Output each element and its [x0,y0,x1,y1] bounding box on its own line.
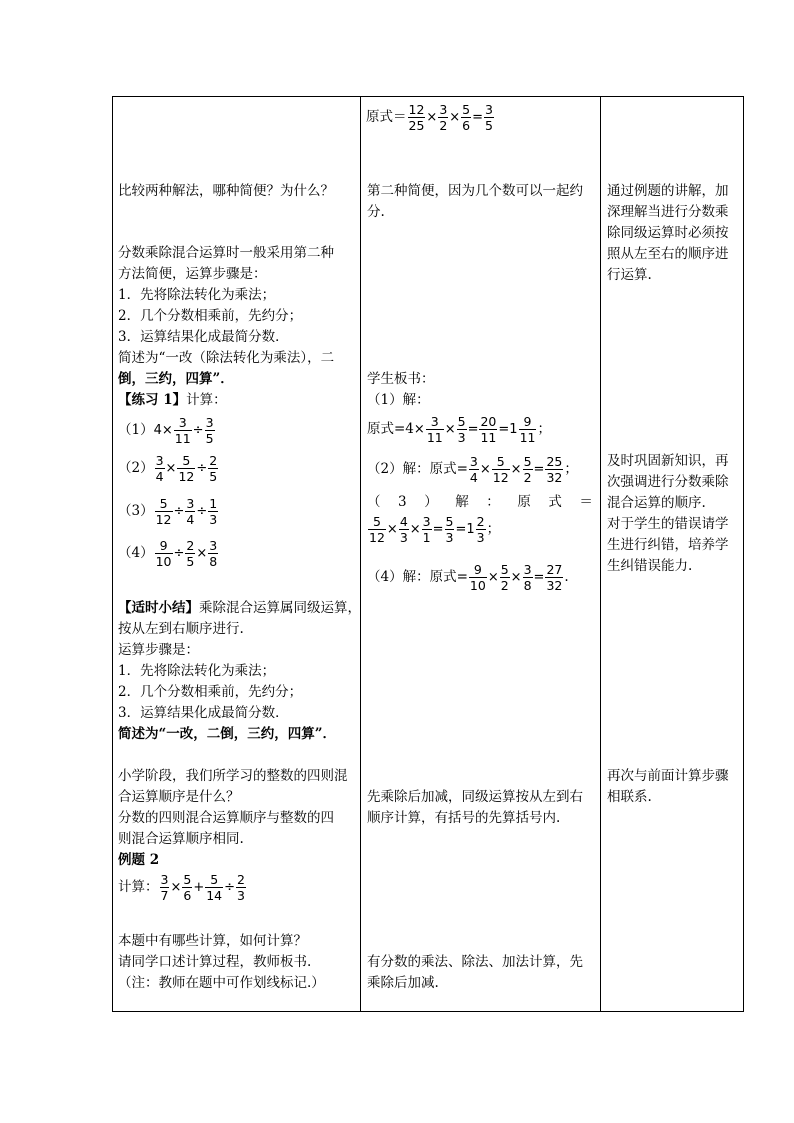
fraction [185,538,195,569]
step-3: 3．运算结果化成最简分数． [118,329,289,345]
recap-summary: 简述为“一改，二倒，三约，四算”． [118,726,337,742]
compare-question: 比较两种解法，哪种简便？为什么？ [118,183,334,199]
order-question-line2: 合运算顺序是什么？ [118,789,240,805]
denominator: 5 [209,469,218,484]
fraction [160,872,170,903]
example-question-line2: 请同学口述计算过程，教师板书. [118,954,312,970]
intent-2-line3: 混合运算的顺序. [607,495,706,511]
numerator: 3 [209,538,218,553]
numerator: 3 [160,872,169,887]
summary-line2: 倒，三约，四算”． [118,371,234,387]
fraction [182,872,192,903]
fraction [461,102,471,133]
denominator: 5 [485,118,493,133]
practice-2 [118,453,219,484]
recap-line2: 按从左到右顺序进行. [118,621,244,637]
math-operator: × [510,570,522,585]
numerator: 3 [422,514,431,529]
denominator: 25 [408,118,425,133]
math-operator: 1 [509,422,518,437]
order-answer-line1: 分数的四则混合运算顺序与整数的四 [118,810,334,826]
math-operator: × [196,546,208,561]
fraction [476,514,486,545]
practice-suffix: 计算： [186,392,227,408]
denominator: 3 [399,530,408,545]
solution-1-label: （1）解： [367,392,430,408]
solution-2: （2）解：原式= $\frac{3}{4}$ × $\frac{5}{12}$ × $\frac{5}{2}$ = $\frac{25}{32}$ ； [367,454,578,485]
recap-step-1: 1．先将除法转化为乘法； [118,663,276,679]
denominator: 2 [523,470,532,485]
numerator: 9 [469,562,487,578]
denominator: 11 [426,430,443,445]
numerator: 5 [183,872,192,887]
solution-3: $\frac{5}{12}$ × $\frac{4}{3}$ × $\frac{3}{1}$ = $\frac{5}{3}$ =1 $\frac{2}{3}$ ； [369,514,501,545]
math-operator: = [533,462,545,477]
practice-heading [118,390,227,410]
intent-1-line2: 深理解当进行分数乘 [607,204,729,220]
denominator: 3 [209,512,218,527]
numerator: 3 [174,415,192,431]
numerator: 5 [155,496,173,512]
order-rule-line2: 顺序计算，有括号的先算括号内. [367,810,561,826]
recap-label: 【适时小结】 [118,600,199,616]
numerator: 2 [209,453,218,468]
numerator: 27 [546,562,563,577]
math-operator: × [487,570,499,585]
math-operator: = [467,422,479,437]
math-operator: × [386,522,398,537]
math-operator: × [170,880,182,895]
solution-4: （4）解：原式= $\frac{9}{10}$ × $\frac{5}{2}$ × $\frac{3}{8}$ = $\frac{27}{32}$ . [367,562,569,593]
denominator: 14 [206,888,223,903]
example-answer-line2: 乘除后加减. [367,975,439,991]
denominator: 8 [209,554,218,569]
method-paragraph-line2: 方法简便，运算步骤是： [118,266,267,282]
numerator: 4 [399,514,408,529]
fraction [523,562,533,593]
math-operator: ÷ [173,504,185,519]
math-operator: = [432,522,444,537]
fraction [208,453,218,484]
denominator: 12 [369,530,385,545]
numerator: 9 [519,414,537,430]
numerator: 2 [186,538,195,553]
fraction [155,453,165,484]
fraction [519,414,537,445]
intent-2-line4: 对于学生的错误请学 [607,516,729,532]
denominator: 32 [546,578,563,593]
denominator: 11 [519,430,536,445]
numerator: 2 [237,872,245,887]
numerator: 3 [485,102,493,117]
math-operator: × [165,461,177,476]
intent-3-line2: 相联系. [607,789,652,805]
denominator: 5 [205,431,214,446]
fraction [236,872,246,903]
numerator: 5 [462,102,471,117]
practice-1 [118,415,216,446]
numerator: 3 [205,415,214,430]
intent-2-line1: 及时巩固新知识，再 [607,453,729,469]
calc-label: 计算： [118,879,159,895]
fraction [445,514,455,545]
fraction [479,414,497,445]
math-operator: 4× [153,423,173,438]
solution-3-label: （ 3 ） 解 ： 原 式 ＝ [367,494,593,510]
math-operator: ÷ [173,546,185,561]
math-operator: = [455,522,467,537]
practice-3-label: （3） [118,503,154,519]
denominator: 4 [186,512,195,527]
denominator: 12 [178,469,195,484]
practice-4-label: （4） [118,545,154,561]
intent-2-line5: 生进行纠错，培养学 [607,537,729,553]
math-operator: × [444,422,456,437]
numerator: 3 [469,454,478,469]
intent-3-line1: 再次与前面计算步骤 [607,768,729,784]
column-divider-2 [600,97,601,1011]
math-operator: = [498,422,510,437]
summary-line1: 简述为“一改（除法转化为乘法），二 [118,350,335,366]
simple-answer-line1: 第二种简便，因为几个数可以一起约 [367,183,583,199]
numerator: 12 [408,102,425,117]
denominator: 4 [155,469,164,484]
intent-1-line4: 照从左至右的顺序进 [607,246,729,262]
math-operator: + [193,880,205,895]
original-expression [366,100,495,135]
math-operator: ÷ [224,880,236,895]
teacher-note: （注：教师在题中可作划线标记.） [118,975,325,991]
fraction [545,454,563,485]
numerator: 2 [476,514,485,529]
numerator: 3 [523,562,532,577]
math-operator: ÷ [192,423,204,438]
fraction [422,514,432,545]
step-2: 2．几个分数相乘前，先约分； [118,308,303,324]
denominator: 5 [186,554,195,569]
recap-step-2: 2．几个分数相乘前，先约分； [118,684,303,700]
denominator: 12 [155,512,172,527]
denominator: 11 [174,431,191,446]
practice-2-label: （2） [118,460,154,476]
numerator: 5 [500,562,509,577]
numerator: 9 [155,538,173,554]
math-operator: = [472,110,484,125]
example-2-expression [118,872,247,903]
denominator: 2 [500,578,509,593]
intent-2-line6: 生纠错误能力. [607,558,693,574]
math-operator: ÷ [196,461,208,476]
denominator: 6 [462,118,471,133]
recap-steps-title: 运算步骤是： [118,642,199,658]
math-operator: × [413,422,425,437]
fraction [177,453,195,484]
math-operator: ÷ [196,504,208,519]
denominator: 8 [523,578,532,593]
numerator: 20 [480,414,497,429]
denominator: 12 [492,470,509,485]
numerator: 1 [209,496,218,511]
denominator: 3 [457,430,466,445]
numerator: 3 [426,414,444,430]
denominator: 3 [445,530,454,545]
denominator: 7 [160,888,169,903]
denominator: 4 [469,470,478,485]
fraction [545,562,563,593]
math-operator: × [449,110,461,125]
example-2-heading: 例题 2 [118,852,160,868]
fraction [185,496,195,527]
fraction [500,562,510,593]
math-operator: 1 [466,522,475,537]
denominator: 3 [237,888,245,903]
recap-line1: 【适时小结】乘除混合运算属同级运算， [118,600,361,616]
denominator: 1 [422,530,431,545]
numerator: 25 [546,454,563,469]
practice-label: 【练习 1】 [118,392,187,408]
practice-3 [118,496,219,527]
order-answer-line2: 则混合运算顺序相同. [118,831,244,847]
denominator: 32 [546,470,563,485]
math-operator: × [479,462,491,477]
numerator: 5 [177,453,195,469]
denominator: 10 [155,554,172,569]
fraction [399,514,409,545]
column-divider-1 [360,97,361,1011]
denominator: 11 [480,430,497,445]
fraction [155,538,173,569]
numerator: 5 [523,454,532,469]
denominator: 10 [469,578,486,593]
numerator: 3 [439,102,448,117]
example-question-line1: 本题中有哪些计算，如何计算？ [118,933,307,949]
step-1: 1．先将除法转化为乘法； [118,287,276,303]
fraction [492,454,510,485]
intent-2-line2: 次强调进行分数乘除 [607,474,729,490]
numerator: 5 [457,414,466,429]
recap-step-3: 3．运算结果化成最简分数． [118,705,289,721]
denominator: 2 [439,118,448,133]
practice-1-label: （1） [118,422,154,438]
denominator: 6 [183,888,192,903]
numerator: 5 [445,514,454,529]
denominator: 3 [476,530,485,545]
order-question-line1: 小学阶段，我们所学习的整数的四则混 [118,768,348,784]
order-rule-line1: 先乘除后加减，同级运算按从左到右 [367,789,583,805]
fraction [438,102,448,133]
fraction [368,514,386,545]
math-operator: × [426,110,438,125]
math-operator: × [510,462,522,477]
math-operator: × [409,522,421,537]
numerator: 3 [155,453,164,468]
fraction [523,454,533,485]
solution-1: 原式=4× $\frac{3}{11}$ × $\frac{5}{3}$ = $\frac{20}{11}$ =1 $\frac{9}{11}$ ； [367,414,551,445]
fraction [155,496,173,527]
numerator: 5 [492,454,510,470]
fraction [457,414,467,445]
fraction [426,414,444,445]
fraction [174,415,192,446]
numerator: 3 [186,496,195,511]
math-operator: = [533,570,545,585]
intent-1-line5: 行运算. [607,267,652,283]
fraction [484,102,494,133]
fraction [208,496,218,527]
fraction [208,538,218,569]
fraction [205,415,215,446]
fraction [469,562,487,593]
orig-label: 原式＝ [366,109,407,125]
fraction [408,102,426,133]
intent-1-line1: 通过例题的讲解，加 [607,183,729,199]
numerator: 5 [205,872,223,888]
fraction [469,454,479,485]
numerator: 5 [368,514,386,530]
method-paragraph-line1: 分数乘除混合运算时一般采用第二种 [118,245,334,261]
board-title: 学生板书： [367,371,435,387]
intent-1-line3: 除同级运算时必须按 [607,225,729,241]
example-answer-line1: 有分数的乘法、除法、加法计算，先 [367,954,583,970]
practice-4 [118,538,219,569]
simple-answer-line2: 分. [367,204,385,220]
fraction [205,872,223,903]
